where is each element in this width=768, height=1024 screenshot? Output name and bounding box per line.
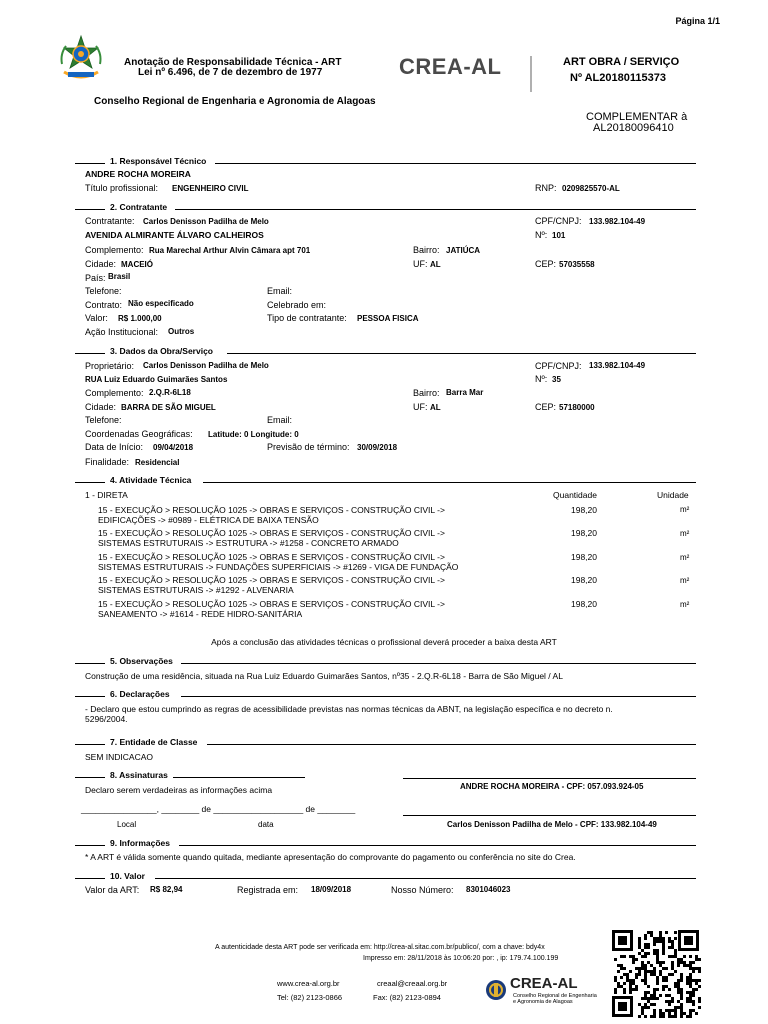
- date-line: ________________, ________ de ___________________ de ________: [81, 804, 356, 814]
- footer-logo-subtitle: Conselho Regional de Engenharia e Agronomia de Alagoas: [513, 993, 597, 1005]
- activity-row: 15 - EXECUÇÃO > RESOLUÇÃO 1025 -> OBRAS E SERVIÇOS - CONSTRUÇÃO CIVIL -> EDIFICAÇÕES -> #0989 - ELÉTRICA DE BAIXA TENSÃO: [98, 505, 445, 525]
- activity-unit: m²: [680, 505, 690, 514]
- obra-cpf-value: 133.982.104-49: [589, 361, 646, 370]
- activity-row: 15 - EXECUÇÃO > RESOLUÇÃO 1025 -> OBRAS E SERVIÇOS - CONSTRUÇÃO CIVIL -> SISTEMAS ESTRUTURAIS -> #1292 - ALVENARIA: [98, 575, 445, 595]
- complemento-value: Rua Marechal Arthur Alvin Câmara apt 701: [149, 246, 311, 255]
- valor-art-label: Valor da ART:: [85, 885, 140, 895]
- section-1-header: [75, 156, 696, 168]
- activity-qty: 198,20: [571, 552, 597, 562]
- printed-info: Impresso em: 28/11/2018 às 10:06:20 por: , ip: 179.74.100.199: [363, 955, 559, 962]
- activity-unit: m²: [680, 529, 690, 538]
- obra-complemento-value: 2.Q.R-6L18: [149, 388, 191, 397]
- uf-value: AL: [430, 260, 441, 269]
- signature-1: ANDRE ROCHA MOREIRA - CPF: 057.093.924-05: [460, 782, 644, 791]
- registrada-label: Registrada em:: [237, 885, 299, 895]
- proprietario-label: Proprietário:: [85, 361, 135, 371]
- activity-unit: m²: [680, 553, 690, 562]
- cpf-value: 133.982.104-49: [589, 217, 646, 226]
- cidade-label: Cidade:: [85, 259, 117, 269]
- valor-label: Valor:: [85, 313, 108, 323]
- proprietario-value: Carlos Denisson Padilha de Melo: [143, 361, 269, 370]
- previsao-termino-label: Previsão de término:: [267, 442, 350, 452]
- crea-logo-icon: [485, 979, 507, 1001]
- section-10-header: [75, 871, 696, 883]
- activity-row: 15 - EXECUÇÃO > RESOLUÇÃO 1025 -> OBRAS E SERVIÇOS - CONSTRUÇÃO CIVIL -> SISTEMAS ESTRUTURAIS -> ESTRUTURA -> #1258 - CONCRETO ARMADO: [98, 528, 445, 548]
- uf-label: UF:: [413, 259, 428, 269]
- obra-address: RUA Luiz Eduardo Guimarães Santos: [85, 375, 228, 384]
- section-5-title: 5. Observações: [107, 656, 176, 666]
- valor-art-value: R$ 82,94: [150, 885, 183, 894]
- pais-value: Brasil: [108, 272, 131, 281]
- entidade-text: SEM INDICACAO: [85, 752, 154, 762]
- activity-qty: 198,20: [571, 528, 597, 538]
- section-6-title: 6. Declarações: [107, 689, 173, 699]
- cep-value: 57035558: [559, 260, 595, 269]
- section-8-title: 8. Assinaturas: [107, 770, 171, 780]
- celebrado-label: Celebrado em:: [267, 300, 327, 310]
- local-label: Local: [117, 820, 137, 829]
- header-divider: [530, 56, 532, 92]
- obra-uf-label: UF:: [413, 402, 428, 412]
- data-inicio-value: 09/04/2018: [153, 443, 194, 452]
- obra-cidade-label: Cidade:: [85, 402, 117, 412]
- contrato-label: Contrato:: [85, 300, 123, 310]
- activity-qty: 198,20: [571, 599, 597, 609]
- footer-tel: Tel: (82) 2123-0866: [277, 993, 343, 1002]
- art-number: Nº AL20180115373: [570, 72, 666, 84]
- footer-logo-text: CREA-AL: [510, 975, 578, 992]
- tipo-contratante-label: Tipo de contratante:: [267, 313, 347, 323]
- obra-bairro-label: Bairro:: [413, 388, 440, 398]
- activity-unit: m²: [680, 600, 690, 609]
- section-3-header: [75, 346, 696, 358]
- number-value: 101: [552, 231, 566, 240]
- obra-bairro-value: Barra Mar: [446, 388, 484, 397]
- obra-uf-value: AL: [430, 403, 441, 412]
- section-5-header: [75, 656, 696, 668]
- signature-line-2: [403, 815, 696, 816]
- coordenadas-label: Coordenadas Geográficas:: [85, 429, 193, 439]
- section-2-header: [75, 202, 696, 214]
- telefone-label: Telefone:: [85, 286, 122, 296]
- art-type: ART OBRA / SERVIÇO: [563, 56, 680, 68]
- section-4-title: 4. Atividade Técnica: [107, 475, 194, 485]
- section-9-header: [75, 838, 696, 850]
- unit-header: Unidade: [657, 490, 689, 500]
- data-label: data: [258, 820, 274, 829]
- contratante-label: Contratante:: [85, 216, 135, 226]
- responsavel-name: ANDRE ROCHA MOREIRA: [85, 169, 191, 179]
- activity-group: 1 - DIRETA: [85, 490, 128, 500]
- acao-label: Ação Institucional:: [85, 327, 159, 337]
- data-inicio-label: Data de Início:: [85, 442, 144, 452]
- address: AVENIDA ALMIRANTE ÁLVARO CALHEIROS: [85, 230, 264, 240]
- cidade-value: MACEIÓ: [121, 260, 153, 269]
- page-number: Página 1/1: [675, 16, 720, 26]
- contratante-value: Carlos Denisson Padilha de Melo: [143, 217, 269, 226]
- activity-unit: m²: [680, 576, 690, 585]
- valor-value: R$ 1.000,00: [118, 314, 162, 323]
- cpf-label: CPF/CNPJ:: [535, 216, 582, 226]
- activity-qty: 198,20: [571, 505, 597, 515]
- cep-label: CEP:: [535, 259, 557, 269]
- quantity-header: Quantidade: [553, 490, 597, 500]
- header-title-2: Lei nº 6.496, de 7 de dezembro de 1977: [138, 67, 323, 78]
- email-link[interactable]: creaal@creaal.org.br: [377, 979, 448, 988]
- section-3-title: 3. Dados da Obra/Serviço: [107, 346, 216, 356]
- section-4-header: [75, 475, 696, 487]
- obra-number-label: Nº:: [535, 374, 548, 384]
- observacoes-text: Construção de uma residência, situada na Rua Luiz Eduardo Guimarães Santos, nº35 - 2.Q.R-6L18 - Barra de São Miguel / AL: [85, 671, 563, 681]
- obra-cep-value: 57180000: [559, 403, 595, 412]
- previsao-termino-value: 30/09/2018: [357, 443, 398, 452]
- obra-cep-label: CEP:: [535, 402, 557, 412]
- email-label: Email:: [267, 286, 293, 296]
- signature-2: Carlos Denisson Padilha de Melo - CPF: 133.982.104-49: [447, 820, 657, 829]
- obra-cidade-value: BARRA DE SÃO MIGUEL: [121, 403, 216, 412]
- declaracoes-text-1: - Declaro que estou cumprindo as regras de acessibilidade previstas nas normas técnicas da ABNT, na legislação específica e no decreto n.: [85, 704, 613, 714]
- complementar-number: AL20180096410: [593, 122, 674, 134]
- finalidade-label: Finalidade:: [85, 457, 130, 467]
- rnp-label: RNP:: [535, 183, 557, 193]
- rnp-value: 0209825570-AL: [562, 184, 620, 193]
- contrato-value: Não especificado: [128, 299, 194, 308]
- pais-label: País:: [85, 273, 106, 283]
- coordenadas-value: Latitude: 0 Longitude: 0: [208, 430, 299, 439]
- registrada-value: 18/09/2018: [311, 885, 352, 894]
- section-1-title: 1. Responsável Técnico: [107, 156, 209, 166]
- activity-row: 15 - EXECUÇÃO > RESOLUÇÃO 1025 -> OBRAS E SERVIÇOS - CONSTRUÇÃO CIVIL -> SISTEMAS ESTRUTURAIS -> FUNDAÇÕES SUPERFICIAIS -> #1269 - VIGA DE FUNDAÇÃO: [98, 552, 459, 572]
- nosso-numero-label: Nosso Número:: [391, 885, 454, 895]
- informacoes-text: * A ART é válida somente quando quitada, mediante apresentação do comprovante do pagamento ou conferência no site do Crea.: [85, 852, 576, 862]
- authenticity-text: A autenticidade desta ART pode ser verificada em: http://crea-al.sitac.com.br/publico/, com a chave: bdy4x: [215, 944, 545, 951]
- section-7-title: 7. Entidade de Classe: [107, 737, 200, 747]
- site-link[interactable]: www.crea-al.org.br: [277, 979, 340, 988]
- brand-title: CREA-AL: [399, 54, 502, 79]
- activity-row: 15 - EXECUÇÃO > RESOLUÇÃO 1025 -> OBRAS E SERVIÇOS - CONSTRUÇÃO CIVIL -> SANEAMENTO -> #1614 - REDE HIDRO-SANITÁRIA: [98, 599, 445, 619]
- tipo-contratante-value: PESSOA FISICA: [357, 314, 419, 323]
- footer-fax: Fax: (82) 2123-0894: [373, 993, 441, 1002]
- nosso-numero-value: 8301046023: [466, 885, 511, 894]
- obra-email-label: Email:: [267, 415, 293, 425]
- finalidade-value: Residencial: [135, 458, 180, 467]
- titulo-value: ENGENHEIRO CIVIL: [172, 184, 249, 193]
- acao-value: Outros: [168, 327, 195, 336]
- complemento-label: Complemento:: [85, 245, 144, 255]
- number-label: Nº:: [535, 230, 548, 240]
- council-name: Conselho Regional de Engenharia e Agronomia de Alagoas: [94, 96, 376, 107]
- activity-note: Após a conclusão das atividades técnicas o profissional deverá proceder a baixa desta ART: [211, 637, 557, 647]
- section-9-title: 9. Informações: [107, 838, 173, 848]
- obra-complemento-label: Complemento:: [85, 388, 144, 398]
- obra-number-value: 35: [552, 375, 561, 384]
- obra-telefone-label: Telefone:: [85, 415, 122, 425]
- bairro-label: Bairro:: [413, 245, 440, 255]
- signature-line-1: [403, 778, 696, 779]
- obra-cpf-label: CPF/CNPJ:: [535, 361, 582, 371]
- section-8-header: [75, 770, 305, 782]
- coat-of-arms-icon: [58, 34, 104, 84]
- section-7-header: [75, 737, 696, 749]
- activity-qty: 198,20: [571, 575, 597, 585]
- declaracoes-text-2: 5296/2004.: [85, 714, 128, 724]
- header-title-1: Anotação de Responsabilidade Técnica - ART: [124, 57, 342, 68]
- section-10-title: 10. Valor: [107, 871, 148, 881]
- qr-code: [612, 930, 704, 1018]
- bairro-value: JATIÚCA: [446, 246, 481, 255]
- titulo-label: Título profissional:: [85, 183, 159, 193]
- section-6-header: [75, 689, 696, 701]
- section-2-title: 2. Contratante: [107, 202, 170, 212]
- declaro-text: Declaro serem verdadeiras as informações acima: [85, 785, 273, 795]
- complementar-label: COMPLEMENTAR à: [586, 111, 688, 123]
